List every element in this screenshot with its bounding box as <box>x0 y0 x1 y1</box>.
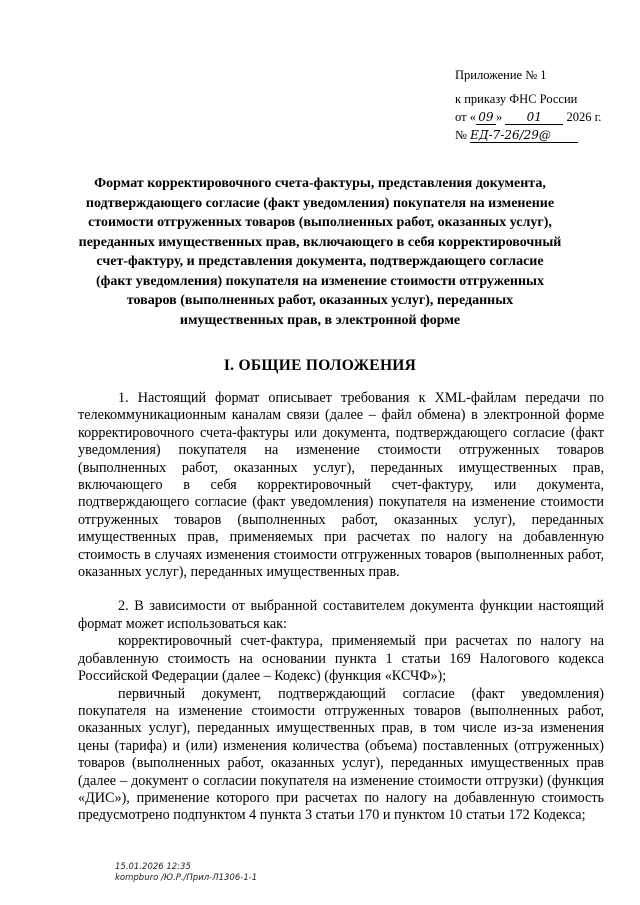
document-title: Формат корректировочного счета-фактуры, представления документа, подтверждающего согласие (факт уведомления) покупателя на изменение стоимости отгруженных товаров (выполненных работ, оказанных услуг), переданных имущественных прав, включающего в себя корректировочный счет-фактуру, и представления документа, подтверждающего согласие (факт уведомления) покупателя на изменение стоимости отгруженных товаров (выполненных работ, оказанных услуг), переданных имущественных прав, в электронной форме <box>78 176 562 328</box>
paragraph: 2. В зависимости от выбранной составителем документа функции настоящий формат может использоваться как: <box>78 598 604 632</box>
appendix-label: Приложение № 1 <box>455 68 547 82</box>
paragraph: 1. Настоящий формат описывает требования к XML-файлам передачи по телекоммуникационным каналам связи (далее – файл обмена) в электронной форме корректировочного счета-фактуры или документа, подтверждающего согласие (факт уведомления) покупателя на изменение стоимости отгруженных товаров (выполненных работ, оказанных услуг), переданных имущественных прав, включающего в себя корректировочный счет-фактуру, или документа, подтверждающего согласие (факт уведомления) покупателя на изменение стоимости отгруженных товаров (выполненных работ, оказанных услуг), переданных имущественных прав, применяемых при расчетах по налогу на добавленную стоимость в случаях изменения стоимости отгруженных товаров (выполненных работ, оказанных услуг), переданных имущественных прав. <box>78 390 604 581</box>
print-path: kompburo /Ю.Р./Прил-Л1306-1-1 <box>115 873 258 883</box>
date-prefix: от « <box>455 110 476 124</box>
order-number <box>455 126 635 144</box>
number-prefix: № <box>455 128 467 142</box>
date-month: 01 <box>505 110 563 125</box>
approval-stamp <box>455 66 635 144</box>
date-mid: » <box>495 110 503 124</box>
section-heading: I. ОБЩИЕ ПОЛОЖЕНИЯ <box>223 357 417 374</box>
date-day: 09 <box>476 110 496 125</box>
order-date <box>455 108 635 126</box>
paragraph: первичный документ, подтверждающий согласие (факт уведомления) покупателя на изменение стоимости отгруженных товаров (выполненных работ, оказанных услуг), переданных имущественных прав, в том числе из-за изменения цены (тарифа) и (или) изменения количества (объема) поставленных (отгруженных) товаров (выполненных работ, оказанных услуг), переданных имущественных прав (далее – документ о согласии покупателя на изменение стоимости отгрузки) (функция «ДИС»), применение которого при расчетах по налогу на добавленную стоимость предусмотрено подпунктом 4 пункта 3 статьи 170 и пунктом 10 статьи 172 Кодекса; <box>78 685 604 824</box>
print-footer <box>115 862 257 884</box>
number-value: ЕД-7-26/29@ <box>470 128 578 143</box>
order-reference: к приказу ФНС России <box>455 92 578 106</box>
print-timestamp: 15.01.2026 12:35 <box>115 862 191 872</box>
document-body <box>78 390 604 825</box>
date-year: 2026 г. <box>566 110 602 124</box>
paragraph: корректировочный счет-фактура, применяемый при расчетах по налогу на добавленную стоимость на основании пункта 1 статьи 169 Налогового кодекса Российской Федерации (далее – Кодекс) (функция «КСЧФ»); <box>78 633 604 685</box>
